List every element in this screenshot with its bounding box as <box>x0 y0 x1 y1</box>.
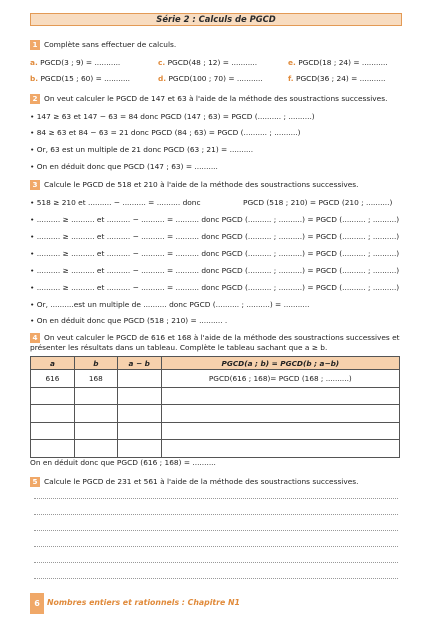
ex2-instruction: On veut calculer le PGCD de 147 et 63 à l'aide de la méthode des soustractions successives. <box>44 94 388 103</box>
ex3-row-5: • .......... ≥ .......... et .......... − .......... = .......... donc PGCD (.......... ; ..........) = PGCD (.......... ; ..........) <box>30 283 400 292</box>
table-row <box>31 387 400 405</box>
ex5-number: 5 <box>30 477 40 487</box>
ex3-number: 3 <box>30 180 40 190</box>
ex2-heading <box>30 94 387 104</box>
ex3-final-line: • On en déduit donc que PGCD (518 ; 210) = .......... . <box>30 316 228 325</box>
ex2-line-4: • On en déduit donc que PGCD (147 ; 63) = .......... <box>30 162 218 171</box>
cell-a[interactable]: 616 <box>31 370 75 388</box>
ex3-row-3: • .......... ≥ .......... et .......... − .......... = .......... donc PGCD (.......... ; ..........) = PGCD (.......... ; ..........) <box>30 249 400 258</box>
answer-line[interactable] <box>34 562 398 563</box>
table-row <box>31 440 400 458</box>
ex1-item-d: d. PGCD(100 ; 70) = ........... <box>158 74 263 83</box>
ex4-instruction-2: présenter les résultats dans un tableau. Complète le tableau sachant que a ≥ b. <box>30 343 328 352</box>
cell-pgcd[interactable]: PGCD(616 ; 168)= PGCD (168 ; ..........) <box>161 370 399 388</box>
header-a-minus-b: a − b <box>117 357 161 370</box>
header-a: a <box>31 357 75 370</box>
ex3-row-4: • .......... ≥ .......... et .......... − .......... = .......... donc PGCD (.......... ; ..........) = PGCD (.......... ; ..........) <box>30 266 400 275</box>
pgcd-table <box>30 356 400 458</box>
ex3-instruction: Calcule le PGCD de 518 et 210 à l'aide de la méthode des soustractions successives. <box>44 180 359 189</box>
cell-b[interactable]: 168 <box>74 370 117 388</box>
ex2-line-2: • 84 ≥ 63 et 84 − 63 = 21 donc PGCD (84 ; 63) = PGCD (.......... ; ..........) <box>30 128 301 137</box>
ex1-heading <box>30 40 176 50</box>
ex3-first-left: • 518 ≥ 210 et .......... − .......... = .......... donc <box>30 198 201 207</box>
ex4-conclusion: On en déduit donc que PGCD (616 ; 168) = .......... <box>30 458 216 467</box>
table-row <box>31 405 400 423</box>
ex2-line-3: • Or, 63 est un multiple de 21 donc PGCD (63 ; 21) = .......... <box>30 145 254 154</box>
table-row <box>31 370 400 388</box>
ex4-number: 4 <box>30 333 40 343</box>
ex5-heading <box>30 477 358 487</box>
ex1-item-b: b. PGCD(15 ; 60) = ........... <box>30 74 131 83</box>
table-row <box>31 422 400 440</box>
ex3-row-2: • .......... ≥ .......... et .......... − .......... = .......... donc PGCD (.......... ; ..........) = PGCD (.......... ; ..........) <box>30 232 400 241</box>
ex3-first-right: PGCD (518 ; 210) = PGCD (210 ; ..........) <box>243 198 393 207</box>
table-header-row <box>31 357 400 370</box>
header-pgcd: PGCD(a ; b) = PGCD(b ; a−b) <box>161 357 399 370</box>
ex1-number: 1 <box>30 40 40 50</box>
ex2-line-1: • 147 ≥ 63 et 147 − 63 = 84 donc PGCD (147 ; 63) = PGCD (.......... ; ..........) <box>30 112 315 121</box>
cell-a-minus-b[interactable] <box>117 370 161 388</box>
ex1-item-e: e. PGCD(18 ; 24) = ........... <box>288 58 388 67</box>
ex1-instruction: Complète sans effectuer de calculs. <box>44 40 177 49</box>
ex1-item-f: f. PGCD(36 ; 24) = ........... <box>288 74 386 83</box>
ex3-row-1: • .......... ≥ .......... et .......... − .......... = .......... donc PGCD (.......... ; ..........) = PGCD (.......... ; ..........) <box>30 215 400 224</box>
ex1-item-c: c. PGCD(48 ; 12) = ........... <box>158 58 258 67</box>
answer-line[interactable] <box>34 514 398 515</box>
ex4-instruction-1: On veut calculer le PGCD de 616 et 168 à l'aide de la méthode des soustractions successives et <box>44 333 400 342</box>
answer-line[interactable] <box>34 530 398 531</box>
ex3-heading <box>30 180 358 190</box>
answer-line[interactable] <box>34 546 398 547</box>
page-title: Série 2 : Calculs de PGCD <box>30 13 402 26</box>
answer-line[interactable] <box>34 578 398 579</box>
ex2-number: 2 <box>30 94 40 104</box>
ex5-instruction: Calcule le PGCD de 231 et 561 à l'aide de la méthode des soustractions successives. <box>44 477 359 486</box>
ex4-heading <box>30 333 400 343</box>
ex1-item-a: a. PGCD(3 ; 9) = ........... <box>30 58 121 67</box>
page-number: 6 <box>30 593 44 614</box>
answer-line[interactable] <box>34 498 398 499</box>
header-b: b <box>74 357 117 370</box>
chapter-title: Nombres entiers et rationnels : Chapitre N1 <box>47 598 240 607</box>
ex3-or-line: • Or, ..........est un multiple de .......... donc PGCD (.......... ; ..........) = ........... <box>30 300 310 309</box>
